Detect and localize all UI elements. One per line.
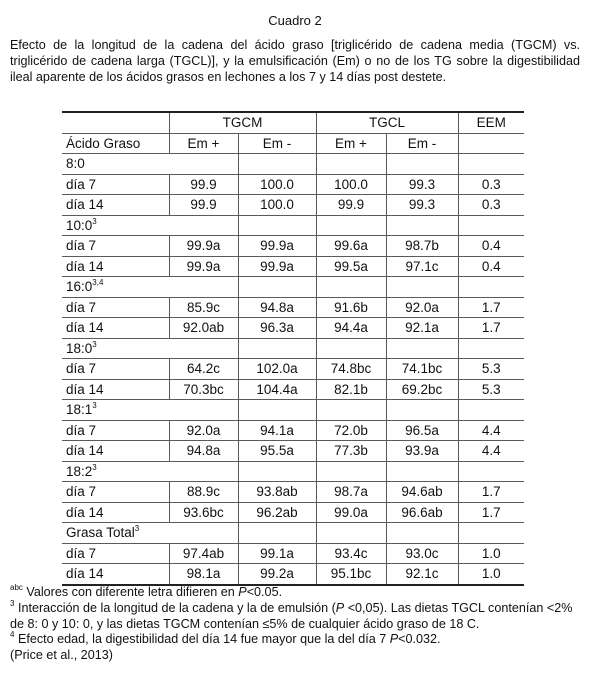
section-empty-cell (316, 154, 386, 175)
section-row (62, 277, 524, 298)
sub-header-eem-empty (458, 133, 524, 154)
row-label: día 14 (62, 318, 169, 339)
cell-eem: 1.7 (458, 502, 524, 523)
cell-tgcl-em-minus: 92.1c (386, 564, 458, 585)
section-empty-cell (458, 523, 524, 544)
cell-tgcm-em-minus: 99.2a (238, 564, 316, 585)
row-label: día 7 (62, 236, 169, 257)
cell-tgcl-em-minus: 96.6ab (386, 502, 458, 523)
cell-tgcm-em-plus: 99.9 (169, 195, 238, 216)
cell-tgcl-em-plus: 72.0b (316, 420, 386, 441)
cell-eem: 4.4 (458, 420, 524, 441)
cell-tgcl-em-minus: 92.0a (386, 297, 458, 318)
footnote-3-text: Interacción de la longitud de la cadena y la de emulsión ( (14, 600, 336, 615)
footnote-3-rest: <0,05). Las dietas TGCL contenían <2% de 8: 0 y 10: 0, y las dietas TGCM contenían ≤5% de cualquier ácido graso de 18 C. (10, 600, 573, 631)
cell-tgcl-em-minus: 92.1a (386, 318, 458, 339)
cell-tgcm-em-minus: 99.1a (238, 543, 316, 564)
cell-tgcm-em-minus: 100.0 (238, 195, 316, 216)
section-empty-cell (386, 338, 458, 359)
section-empty-cell (386, 215, 458, 236)
row-label: día 14 (62, 564, 169, 585)
cell-eem: 4.4 (458, 441, 524, 462)
sub-header-tgcm-em-minus: Em - (238, 133, 316, 154)
section-empty-cell (238, 461, 316, 482)
group-header-tgcl: TGCL (316, 112, 458, 133)
cell-tgcm-em-plus: 85.9c (169, 297, 238, 318)
row-label: día 7 (62, 482, 169, 503)
section-label (62, 215, 169, 236)
group-header-eem: EEM (458, 112, 524, 133)
section-empty-cell (316, 277, 386, 298)
section-footnote-marker: 3 (92, 401, 97, 411)
section-row (62, 154, 524, 175)
section-row (62, 338, 524, 359)
cell-tgcm-em-plus: 92.0ab (169, 318, 238, 339)
cell-tgcl-em-plus: 94.4a (316, 318, 386, 339)
source-citation: (Price et al., 2013) (10, 648, 113, 663)
cell-tgcl-em-minus: 98.7b (386, 236, 458, 257)
cell-tgcl-em-plus: 99.5a (316, 256, 386, 277)
header-empty-cell (62, 112, 169, 133)
cell-tgcl-em-minus: 94.6ab (386, 482, 458, 503)
table-row (62, 543, 524, 564)
cell-tgcm-em-plus: 99.9 (169, 174, 238, 195)
section-empty-cell (316, 338, 386, 359)
section-footnote-marker: 3 (92, 339, 97, 349)
section-label (62, 461, 169, 482)
table-row (62, 502, 524, 523)
cell-tgcm-em-minus: 102.0a (238, 359, 316, 380)
cell-tgcm-em-plus: 94.8a (169, 441, 238, 462)
section-empty-cell (169, 461, 238, 482)
cell-tgcm-em-plus: 88.9c (169, 482, 238, 503)
cell-tgcm-em-minus: 100.0 (238, 174, 316, 195)
section-label (62, 400, 169, 421)
section-label (62, 154, 169, 175)
cell-tgcl-em-plus: 100.0 (316, 174, 386, 195)
cell-tgcm-em-minus: 94.1a (238, 420, 316, 441)
table-row (62, 379, 524, 400)
section-empty-cell (169, 523, 238, 544)
cell-tgcl-em-minus: 74.1bc (386, 359, 458, 380)
table-row (62, 359, 524, 380)
sub-header-row (62, 133, 524, 154)
section-empty-cell (458, 277, 524, 298)
footnote-3 (10, 598, 585, 633)
cell-tgcl-em-minus: 93.9a (386, 441, 458, 462)
cell-tgcl-em-minus: 69.2bc (386, 379, 458, 400)
cell-tgcl-em-plus: 93.4c (316, 543, 386, 564)
section-empty-cell (386, 277, 458, 298)
table-row (62, 441, 524, 462)
section-label-text: Grasa Total (66, 525, 135, 541)
section-label-text: 8:0 (66, 156, 85, 172)
cell-tgcm-em-plus: 64.2c (169, 359, 238, 380)
cell-tgcm-em-plus: 93.6bc (169, 502, 238, 523)
section-empty-cell (458, 400, 524, 421)
section-empty-cell (458, 215, 524, 236)
table-footnotes (10, 585, 585, 664)
section-footnote-marker: 3 (134, 524, 140, 534)
section-label-text: 18:2 (66, 463, 93, 479)
section-label-text: 18:0 (66, 340, 93, 356)
section-empty-cell (238, 215, 316, 236)
section-label-text: 10:0 (66, 217, 93, 233)
row-label: día 7 (62, 297, 169, 318)
cell-eem: 0.3 (458, 174, 524, 195)
table-description: Efecto de la longitud de la cadena del ácido graso [triglicérido de cadena media (TGCM) vs. triglicérido de cadena larga (TGCL)], y la emulsificación (Em) o no de los TG sobre la digestibilidad ileal aparente de los ácidos grasos en lechones a los 7 y 14 días post destete. (10, 38, 580, 84)
cell-tgcl-em-plus: 95.1bc (316, 564, 386, 585)
section-row (62, 523, 524, 544)
section-label-text: 18:1 (66, 402, 93, 418)
section-empty-cell (169, 215, 238, 236)
cell-tgcl-em-minus: 99.3 (386, 174, 458, 195)
section-empty-cell (386, 154, 458, 175)
table-row (62, 420, 524, 441)
section-empty-cell (238, 154, 316, 175)
section-empty-cell (386, 523, 458, 544)
footnote-3-p: P (335, 600, 345, 615)
section-empty-cell (316, 461, 386, 482)
row-label: día 14 (62, 502, 169, 523)
footnote-4-threshold: <0.032. (398, 632, 441, 647)
section-empty-cell (238, 277, 316, 298)
section-label (62, 523, 169, 544)
table-row (62, 195, 524, 216)
section-footnote-marker: 3,4 (92, 278, 104, 288)
cell-tgcl-em-plus: 99.0a (316, 502, 386, 523)
section-empty-cell (316, 400, 386, 421)
section-label (62, 338, 169, 359)
footnote-abc-p: P (238, 585, 247, 599)
footnote-abc (10, 585, 585, 601)
cell-eem: 5.3 (458, 359, 524, 380)
section-label-text: 16:0 (66, 279, 93, 295)
header-acido-graso: Ácido Graso (62, 133, 169, 154)
digestibility-table (62, 111, 524, 586)
footnote-4-marker: 4 (10, 630, 15, 640)
cell-tgcl-em-minus: 99.3 (386, 195, 458, 216)
cell-tgcl-em-minus: 97.1c (386, 256, 458, 277)
table-caption: Cuadro 2 (268, 13, 322, 28)
sub-header-tgcm-em-plus: Em + (169, 133, 238, 154)
section-row (62, 400, 524, 421)
row-label: día 7 (62, 543, 169, 564)
cell-tgcl-em-plus: 74.8bc (316, 359, 386, 380)
cell-tgcl-em-plus: 99.6a (316, 236, 386, 257)
row-label: día 14 (62, 195, 169, 216)
cell-eem: 1.7 (458, 318, 524, 339)
cell-tgcm-em-minus: 96.2ab (238, 502, 316, 523)
cell-tgcm-em-minus: 94.8a (238, 297, 316, 318)
section-empty-cell (458, 338, 524, 359)
section-footnote-marker: 3 (92, 462, 97, 472)
group-header-tgcm: TGCM (169, 112, 316, 133)
row-label: día 14 (62, 256, 169, 277)
footnote-abc-text: Valores con diferente letra difieren en (22, 585, 239, 599)
footnote-4 (10, 632, 585, 648)
table-row (62, 297, 524, 318)
footnote-4-text: Efecto edad, la digestibilidad del día 14 fue mayor que la del día 7 (14, 632, 390, 647)
section-empty-cell (169, 154, 238, 175)
cell-eem: 1.7 (458, 297, 524, 318)
cell-eem: 5.3 (458, 379, 524, 400)
sub-header-tgcl-em-minus: Em - (386, 133, 458, 154)
footnote-abc-threshold: <0.05. (246, 585, 283, 599)
cell-tgcm-em-plus: 97.4ab (169, 543, 238, 564)
section-empty-cell (386, 461, 458, 482)
cell-tgcm-em-minus: 99.9a (238, 236, 316, 257)
table-row (62, 256, 524, 277)
section-footnote-marker: 3 (92, 216, 97, 226)
sub-header-tgcl-em-plus: Em + (316, 133, 386, 154)
section-empty-cell (386, 400, 458, 421)
cell-eem: 1.0 (458, 564, 524, 585)
section-empty-cell (316, 215, 386, 236)
section-row (62, 461, 524, 482)
section-empty-cell (169, 277, 238, 298)
cell-eem: 0.4 (458, 256, 524, 277)
cell-eem: 0.4 (458, 236, 524, 257)
cell-tgcm-em-minus: 99.9a (238, 256, 316, 277)
table-row (62, 318, 524, 339)
footnote-3-marker: 3 (10, 598, 15, 608)
cell-tgcm-em-minus: 95.5a (238, 441, 316, 462)
footnote-4-p: P (389, 632, 399, 647)
cell-tgcm-em-minus: 104.4a (238, 379, 316, 400)
section-empty-cell (238, 523, 316, 544)
section-label (62, 277, 169, 298)
table-row (62, 236, 524, 257)
section-empty-cell (169, 338, 238, 359)
footnote-abc-marker: abc (10, 583, 23, 592)
cell-eem: 1.0 (458, 543, 524, 564)
cell-tgcl-em-plus: 77.3b (316, 441, 386, 462)
section-empty-cell (238, 338, 316, 359)
section-empty-cell (458, 154, 524, 175)
row-label: día 7 (62, 174, 169, 195)
cell-tgcm-em-plus: 92.0a (169, 420, 238, 441)
table-row (62, 482, 524, 503)
cell-tgcl-em-plus: 99.9 (316, 195, 386, 216)
cell-tgcm-em-plus: 98.1a (169, 564, 238, 585)
group-header-row (62, 112, 524, 133)
cell-tgcl-em-minus: 93.0c (386, 543, 458, 564)
table-row (62, 174, 524, 195)
cell-tgcl-em-plus: 91.6b (316, 297, 386, 318)
row-label: día 7 (62, 420, 169, 441)
row-label: día 14 (62, 379, 169, 400)
row-label: día 7 (62, 359, 169, 380)
cell-tgcm-em-plus: 99.9a (169, 236, 238, 257)
section-empty-cell (458, 461, 524, 482)
cell-tgcl-em-minus: 96.5a (386, 420, 458, 441)
cell-tgcm-em-plus: 70.3bc (169, 379, 238, 400)
table-row (62, 564, 524, 585)
section-row (62, 215, 524, 236)
cell-tgcm-em-minus: 96.3a (238, 318, 316, 339)
cell-tgcm-em-minus: 93.8ab (238, 482, 316, 503)
cell-eem: 0.3 (458, 195, 524, 216)
cell-tgcl-em-plus: 98.7a (316, 482, 386, 503)
section-empty-cell (316, 523, 386, 544)
cell-tgcl-em-plus: 82.1b (316, 379, 386, 400)
cell-eem: 1.7 (458, 482, 524, 503)
row-label: día 14 (62, 441, 169, 462)
cell-tgcm-em-plus: 99.9a (169, 256, 238, 277)
section-empty-cell (169, 400, 238, 421)
section-empty-cell (238, 400, 316, 421)
